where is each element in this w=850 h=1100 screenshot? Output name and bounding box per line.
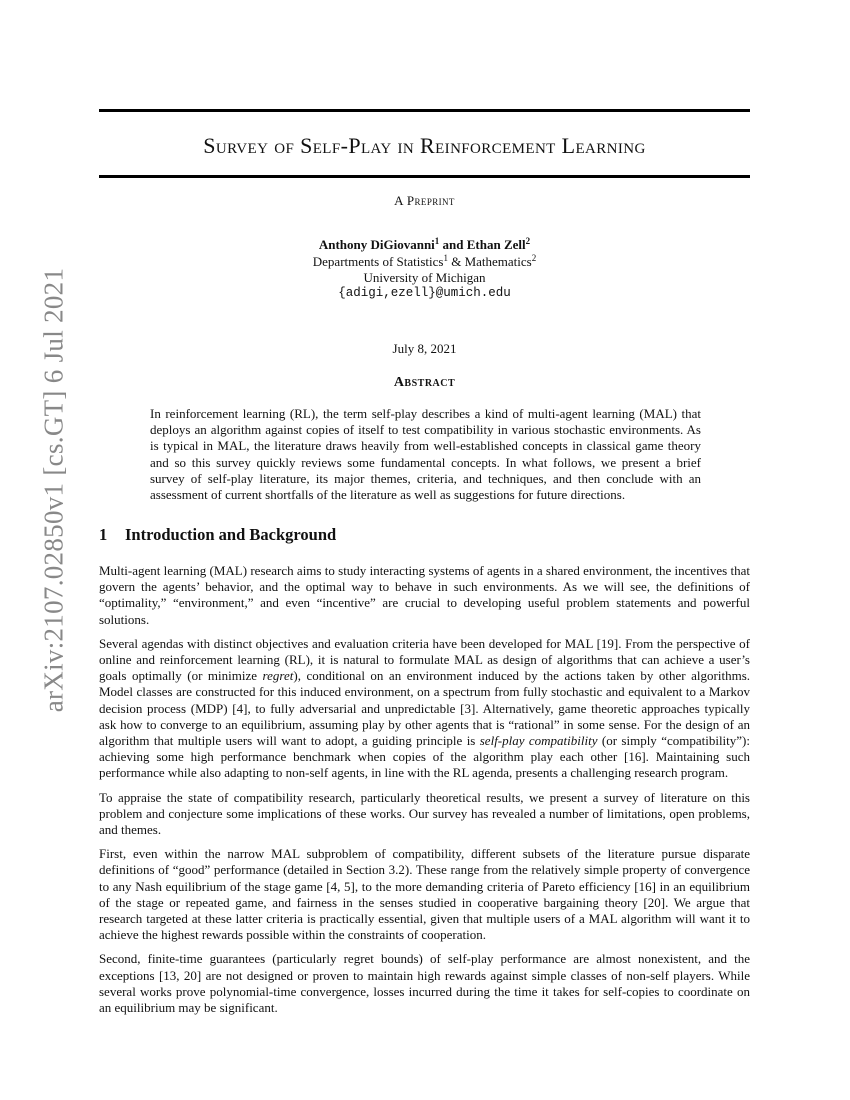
section-body <box>99 563 750 1024</box>
paragraph-4: First, even within the narrow MAL subproblem of compatibility, different subsets of the literature pursue disparate definitions of “good” performance (detailed in Section 3.2). These range from the relatively simple property of convergence to any Nash equilibrium of the stage game [4, 5], to the more demanding criteria of Pareto efficiency [16] in an equilibrium of the stage or repeated game, and fairness in the senses studied in cooperative bargaining theory [20]. We argue that research targeted at these latter criteria is practically essential, given that multiple users of a MAL algorithm will want it to achieve the highest rewards possible within the constraints of cooperation. <box>99 846 750 943</box>
dept-mathematics: & Mathematics <box>447 254 532 269</box>
author-affil-mark-2: 2 <box>525 236 531 246</box>
affiliation-university: University of Michigan <box>363 270 486 285</box>
paragraph-5: Second, finite-time guarantees (particularly regret bounds) of self-play performance are almost nonexistent, and the exceptions [13, 20] are not designed or proven to maintain high rewards against simple classes of non-self players. While several works prove polynomial-time convergence, losses incurred during the time it takes for self-copies to coordinate on an equilibrium may be significant. <box>99 951 750 1016</box>
section-title: Introduction and Background <box>125 525 337 544</box>
paper-date: July 8, 2021 <box>392 341 457 356</box>
paragraph-3: To appraise the state of compatibility research, particularly theoretical results, we present a survey of literature on this problem and conjecture some implications of these works. Our survey has revealed a number of limitations, open problems, and themes. <box>99 789 750 838</box>
author-name-1: Anthony DiGiovanni <box>318 237 435 252</box>
dept-mark-2: 2 <box>531 253 537 263</box>
title-rule-bottom <box>99 175 750 178</box>
title-rule-top <box>99 109 750 112</box>
section-heading <box>99 524 336 546</box>
paragraph-2-part-a: Several agendas with distinct objectives and evaluation criteria have been developed for MAL [19]. From the perspective of online and reinforcement learning (RL), it is natural to formulate MAL as design of algorithms that can achieve a user’s goals optimally (or minimize <box>99 635 750 684</box>
author-name-2: Ethan Zell <box>466 237 526 252</box>
author-email[interactable]: {adigi,ezell}@umich.edu <box>338 286 511 300</box>
section-number: 1 <box>99 525 108 544</box>
dept-statistics: Departments of Statistics <box>312 254 444 269</box>
affiliation-departments <box>99 253 750 270</box>
author-affil-mark-1: 1 <box>434 236 440 246</box>
author-line <box>99 236 750 253</box>
arxiv-identifier-stamp: arXiv:2107.02850v1 [cs.GT] 6 Jul 2021 <box>38 267 69 713</box>
term-regret: regret <box>262 668 294 684</box>
paragraph-2-part-b: ), conditional on an environment induced by the actions taken by other algorithms. Model classes are constructed for this induced environment, on a spectrum from fully stochastic and equivalent to a Markov decision process (MDP) [4], to fully adversarial and unpredictable [3]. Alternatively, game theoretic approaches typically ask how to converge to an equilibrium, assuming play by other agents that is “rational” in some sense. For the design of an algorithm that multiple users will want to adopt, a guiding principle is <box>99 668 750 749</box>
paragraph-2 <box>99 636 750 782</box>
dept-mark-1: 1 <box>443 253 448 263</box>
term-self-play-compatibility: self-play compatibility <box>479 733 598 749</box>
abstract-heading: Abstract <box>393 375 456 390</box>
author-conjunction: and <box>439 237 467 252</box>
paragraph-2-part-c: (or simply “compatibility”): achieving some high performance benchmark when copies of the algorithm play each other [16]. Maintaining such performance while also adapting to non-self agents, in line with the RL agenda, presents a challenging research program. <box>99 733 750 781</box>
paper-title: Survey of Self-Play in Reinforcement Learning <box>203 133 646 158</box>
paragraph-1: Multi-agent learning (MAL) research aims to study interacting systems of agents in a shared environment, the incentives that govern the agents’ behavior, and the optimal way to behave in such environments. As we will see, the definitions of “optimality,” “environment,” and even “incentive” are crucial to developing useful problem statements and powerful solutions. <box>99 563 750 627</box>
preprint-label: A Preprint <box>394 193 455 208</box>
abstract-body: In reinforcement learning (RL), the term self-play describes a kind of multi-agent learning (MAL) that deploys an algorithm against copies of itself to test compatibility in various stochastic environments. As is typical in MAL, the literature draws heavily from well-established concepts in classical game theory and so this survey quickly reviews some fundamental concepts. In what follows, we present a brief survey of self-play literature, its major themes, criteria, and techniques, and then conclude with an assessment of current shortfalls of the literature as well as suggestions for future directions. <box>150 406 701 503</box>
